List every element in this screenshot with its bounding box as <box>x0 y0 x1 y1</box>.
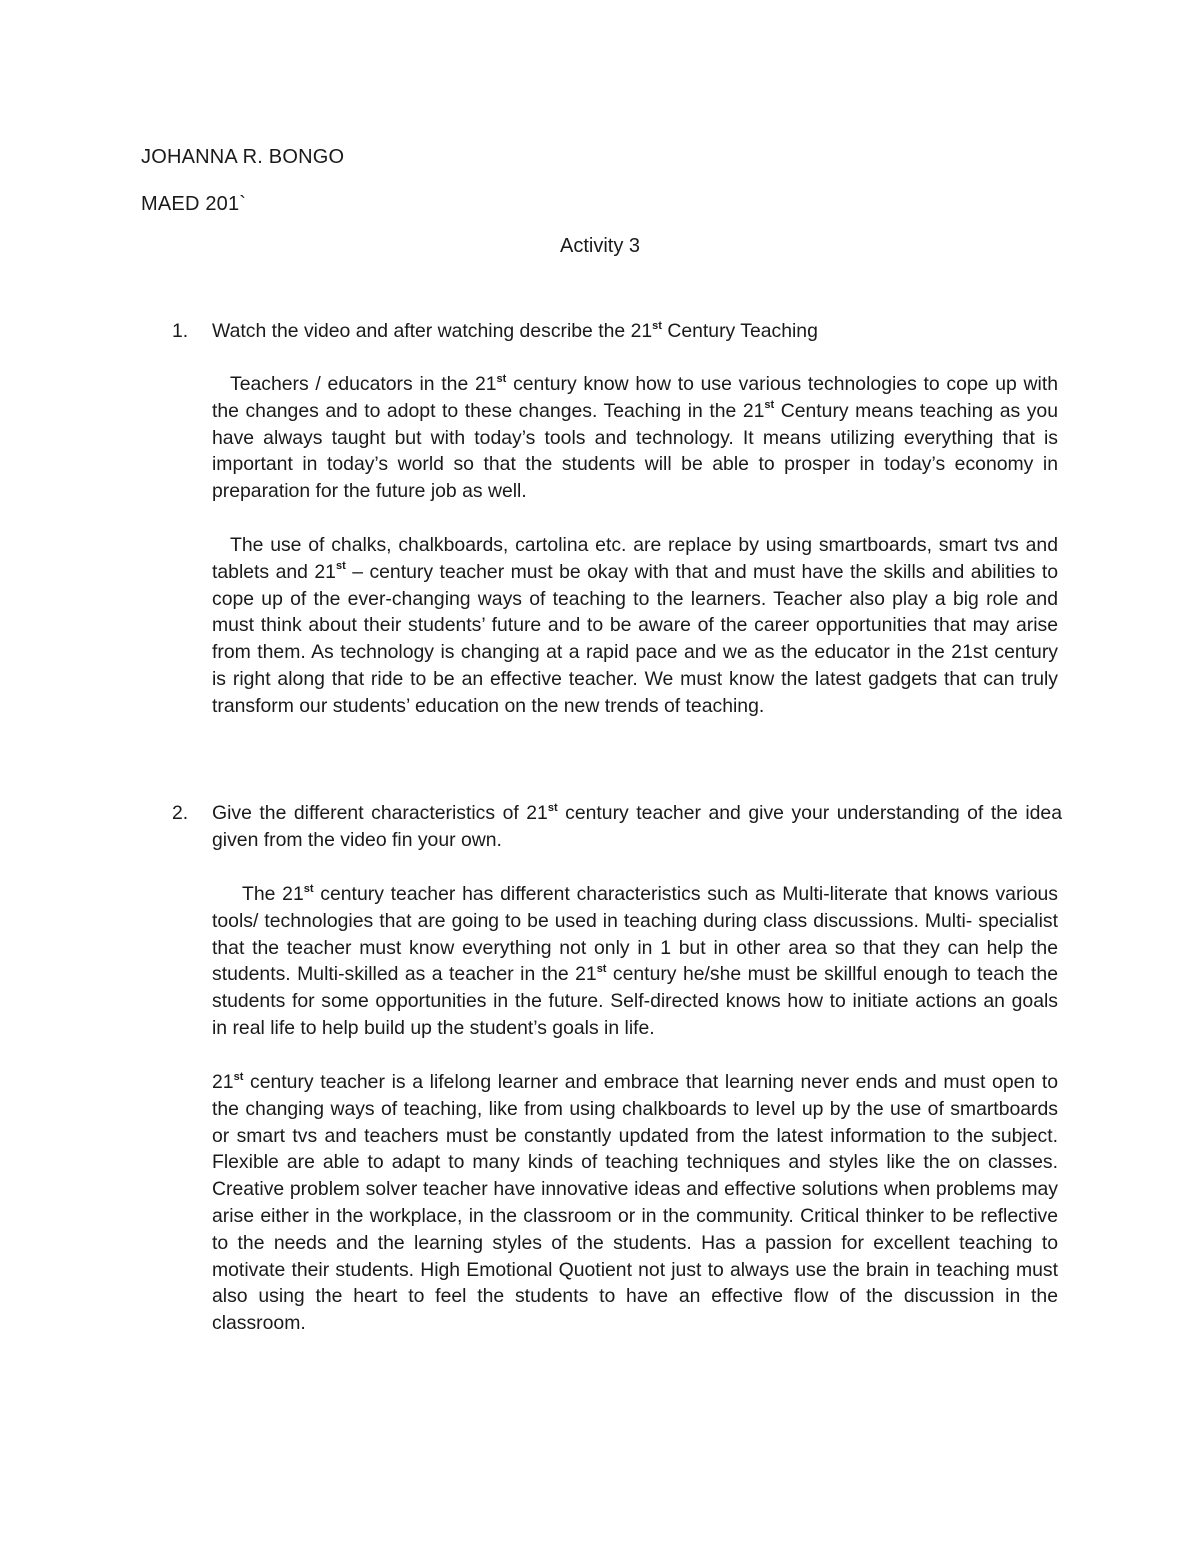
question-text <box>212 800 1062 853</box>
ordinal-superscript: st <box>496 372 507 385</box>
answer-text: The 21 <box>242 883 304 905</box>
question-text-part: Watch the video and after watching describe the 21 <box>212 320 653 342</box>
answer-text: 21 <box>212 1071 234 1093</box>
question-1 <box>172 318 1062 345</box>
answer-text: century teacher is a lifelong learner and embrace that learning never ends and must open to the changing ways of teaching, like from using chalkboards to level up by the use of smartboards or smart tvs and teachers must be constantly updated from the latest information to the subject. Flexible are able to adapt to many kinds of teaching techniques and styles like the on classes. Creative problem solver teacher have innovative ideas and effective solutions when problems may arise either in the workplace, in the classroom or in the community. Critical thinker to be reflective to the needs and the learning styles of the students. Has a passion for excellent teaching to motivate their students. High Emotional Quotient not just to always use the brain in teaching must also using the heart to feel the students to have an effective flow of the discussion in the classroom. <box>212 1071 1058 1335</box>
ordinal-superscript: st <box>652 319 662 332</box>
answer-1-paragraph-1 <box>212 371 1058 505</box>
question-text-part: Century Teaching <box>661 320 818 342</box>
answer-text: Teachers / educators in the 21 <box>230 373 497 395</box>
author-name: JOHANNA R. BONGO <box>141 146 345 168</box>
question-number: 2. <box>172 802 189 824</box>
ordinal-superscript: st <box>335 560 346 573</box>
answer-text: The use of chalks, chalkboards, cartolina etc. are replace by using smartboards, smart tvs and tablets and 21 <box>212 534 1058 583</box>
answer-text: century know how to use various technologies to cope up with the changes and to adopt to these changes. Teaching in the 21 <box>212 373 1058 422</box>
ordinal-superscript: st <box>303 882 314 895</box>
course-code: MAED 201` <box>141 193 247 215</box>
ordinal-superscript: st <box>764 399 775 412</box>
activity-title: Activity 3 <box>559 235 641 257</box>
question-number: 1. <box>172 320 189 342</box>
ordinal-superscript: st <box>596 962 607 975</box>
answer-2-paragraph-1 <box>212 881 1058 1042</box>
question-2 <box>172 800 1062 853</box>
question-text-part: Give the different characteristics of 21 <box>212 802 548 824</box>
question-text-part: century teacher and give your understanding of the idea given from the video fin your own. <box>212 802 1062 851</box>
ordinal-superscript: st <box>547 801 558 814</box>
answer-text: century teacher has different characteristics such as Multi-literate that knows various tools/ technologies that are going to be used in teaching during class discussions. Multi- specialist that the teacher must know everything not only in 1 but in other area so that they can help the students. Multi-skilled as a teacher in the 21 <box>212 883 1058 986</box>
answer-2-paragraph-2 <box>212 1069 1058 1337</box>
answer-text: century he/she must be skillful enough to teach the students for some opportunities in the future. Self-directed knows how to initiate actions an goals in real life to help build up the student’s goals in life. <box>212 963 1058 1039</box>
answer-1-paragraph-2 <box>212 532 1058 720</box>
question-text <box>212 318 1062 345</box>
ordinal-superscript: st <box>233 1070 244 1083</box>
answer-text: – century teacher must be okay with that and must have the skills and abilities to cope up of the ever-changing ways of teaching to the learners. Teacher also play a big role and must think about their students’ future and to be aware of the career opportunities that may arise from them. As technology is changing at a rapid pace and we as the educator in the 21st century is right along that ride to be an effective teacher. We must know the latest gadgets that can truly transform our students’ education on the new trends of teaching. <box>212 560 1058 717</box>
answer-text: Century means teaching as you have always taught but with today’s tools and technology. It means utilizing everything that is important in today’s world so that the students will be able to prosper in today’s economy in preparation for the future job as well. <box>212 399 1058 503</box>
